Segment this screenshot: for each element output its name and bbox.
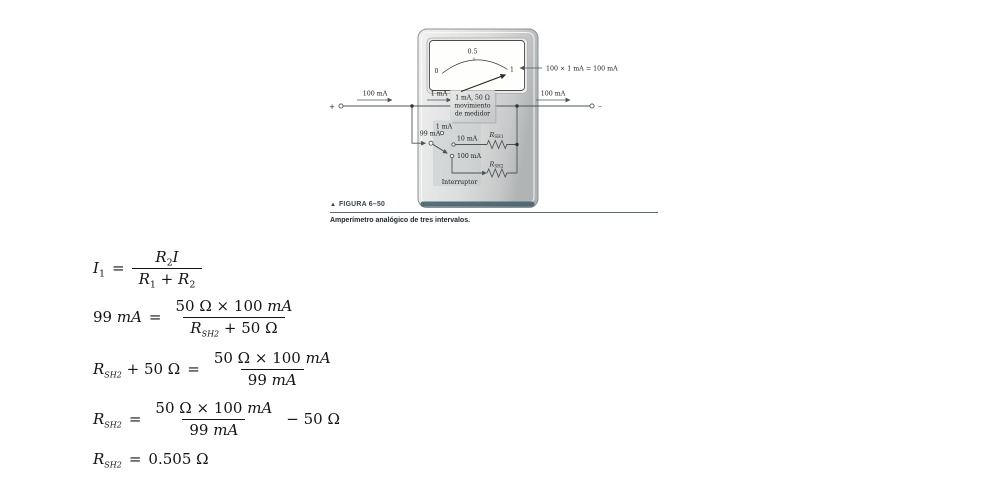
eq4-lhs-r-sub: SH2 bbox=[104, 420, 122, 430]
equation-3 bbox=[93, 346, 338, 392]
eq3-lhs bbox=[93, 360, 180, 378]
dial-label-half: 0.5 bbox=[467, 48, 478, 56]
eq1-lhs-sub: 1 bbox=[98, 268, 105, 280]
eq1-lhs-var: I bbox=[93, 259, 99, 277]
input-terminal bbox=[339, 104, 343, 108]
label-out-current: 100 mA bbox=[540, 90, 566, 98]
rsh2-sub: SH2 bbox=[494, 163, 504, 169]
eq2-num-unit: mA bbox=[267, 296, 293, 315]
eq2-numerator bbox=[169, 297, 300, 317]
eq2-lhs-unit: mA bbox=[116, 308, 142, 326]
eq4-den-num: 99 bbox=[189, 420, 214, 439]
equation-4 bbox=[93, 396, 340, 442]
eq1-den-r1-sub: 1 bbox=[149, 279, 156, 290]
eq1-numerator bbox=[148, 248, 185, 268]
switch-name-label: Interruptor bbox=[441, 179, 478, 186]
eq5-result: 0.505 Ω bbox=[148, 450, 209, 468]
output-terminal bbox=[590, 104, 594, 108]
label-meter-current: 1 mA bbox=[430, 90, 448, 98]
eq1-num-r: R bbox=[155, 247, 167, 266]
eq1-denominator bbox=[132, 268, 203, 289]
junction-dot-right-top bbox=[515, 104, 518, 107]
plus-terminal-label: + bbox=[329, 102, 335, 111]
eq4-lhs bbox=[93, 410, 122, 428]
switch-pos-10ma-label: 10 mA bbox=[457, 135, 478, 143]
eq3-den-num: 99 bbox=[247, 370, 272, 389]
switch-contact-10ma bbox=[452, 143, 455, 146]
movement-box-line3: de medidor bbox=[454, 110, 491, 118]
equation-2 bbox=[93, 294, 299, 340]
label-shunt-current: 99 mA bbox=[419, 130, 441, 138]
eq3-lhs-r: R bbox=[93, 360, 105, 378]
eq5-lhs-r-sub: SH2 bbox=[104, 460, 122, 470]
eq1-den-plus: + bbox=[155, 269, 179, 288]
annotation-text: 100 × 1 mA = 100 mA bbox=[546, 65, 618, 73]
eq3-lhs-rest: + 50 Ω bbox=[121, 360, 181, 378]
eq1-den-r1: R bbox=[138, 269, 150, 288]
figure-number: FIGURA 6–50 bbox=[338, 201, 386, 208]
eq2-denominator bbox=[183, 317, 284, 338]
eq2-equals: = bbox=[148, 308, 162, 326]
eq2-den-r: R bbox=[190, 318, 202, 337]
eq1-num-r-sub: 2 bbox=[166, 257, 173, 269]
label-in-current: 100 mA bbox=[362, 90, 388, 98]
eq3-fraction bbox=[207, 349, 338, 390]
eq4-num-text: 50 Ω × 100 bbox=[155, 398, 248, 417]
eq3-numerator bbox=[207, 349, 338, 369]
minus-terminal-label: – bbox=[598, 101, 602, 111]
movement-box-line2: movimiento bbox=[454, 102, 491, 110]
eq2-lhs-num: 99 bbox=[93, 308, 117, 326]
eq3-den-unit: mA bbox=[271, 370, 297, 389]
eq3-lhs-r-sub: SH2 bbox=[104, 370, 122, 380]
eq3-equals: = bbox=[187, 360, 200, 378]
eq4-lhs-r: R bbox=[93, 410, 105, 428]
switch-contact-1ma bbox=[440, 131, 443, 134]
rsh1-sub: SH1 bbox=[494, 134, 504, 140]
eq5-equals: = bbox=[128, 450, 142, 468]
switch-pos-100ma-label: 100 mA bbox=[457, 152, 482, 160]
figure-caption-title-row bbox=[330, 202, 385, 209]
caption-rule bbox=[330, 212, 658, 213]
eq4-equals: = bbox=[128, 410, 142, 428]
eq2-den-rest: + 50 Ω bbox=[219, 318, 278, 337]
eq4-suffix: − 50 Ω bbox=[286, 410, 340, 428]
eq1-lhs bbox=[93, 259, 105, 280]
eq4-fraction bbox=[148, 399, 279, 440]
eq2-fraction bbox=[169, 297, 300, 338]
eq4-denominator bbox=[182, 419, 245, 440]
eq2-num-text: 50 Ω × 100 bbox=[175, 296, 268, 315]
rsh1-base: R bbox=[489, 130, 495, 139]
eq2-lhs bbox=[93, 308, 142, 326]
switch-pos-1ma-label: 1 mA bbox=[435, 123, 453, 131]
eq1-num-i: I bbox=[172, 247, 179, 266]
eq3-num-unit: mA bbox=[305, 348, 331, 367]
eq3-denominator bbox=[241, 369, 304, 390]
junction-dot-left bbox=[410, 104, 413, 107]
dial-label-zero: 0 bbox=[434, 68, 439, 75]
eq1-den-r2: R bbox=[178, 269, 190, 288]
figure-caption-text: Amperímetro analógico de tres intervalos. bbox=[330, 217, 471, 224]
movement-box-line1: 1 mA, 50 Ω bbox=[455, 94, 490, 102]
eq4-num-unit: mA bbox=[247, 398, 273, 417]
eq2-den-r-sub: SH2 bbox=[201, 329, 220, 338]
device-bottom-edge bbox=[421, 202, 535, 207]
junction-dot-right-mid bbox=[515, 143, 518, 146]
switch-pole bbox=[429, 141, 433, 145]
dial-label-one: 1 bbox=[510, 66, 514, 74]
eq1-equals: = bbox=[111, 259, 125, 277]
eq4-numerator bbox=[148, 399, 279, 419]
ammeter-figure bbox=[325, 25, 620, 210]
equation-5 bbox=[93, 448, 209, 470]
caption-triangle-icon: ▲ bbox=[330, 202, 336, 209]
equation-1 bbox=[93, 245, 202, 291]
movement-box bbox=[451, 91, 497, 124]
eq1-fraction bbox=[132, 248, 203, 289]
eq1-den-r2-sub: 2 bbox=[189, 279, 196, 290]
eq5-lhs-r: R bbox=[93, 450, 105, 468]
eq5-lhs bbox=[93, 450, 122, 468]
eq3-num-text: 50 Ω × 100 bbox=[213, 348, 306, 367]
switch-contact-100ma bbox=[450, 154, 453, 157]
eq4-den-unit: mA bbox=[213, 420, 239, 439]
rsh2-base: R bbox=[489, 160, 495, 169]
